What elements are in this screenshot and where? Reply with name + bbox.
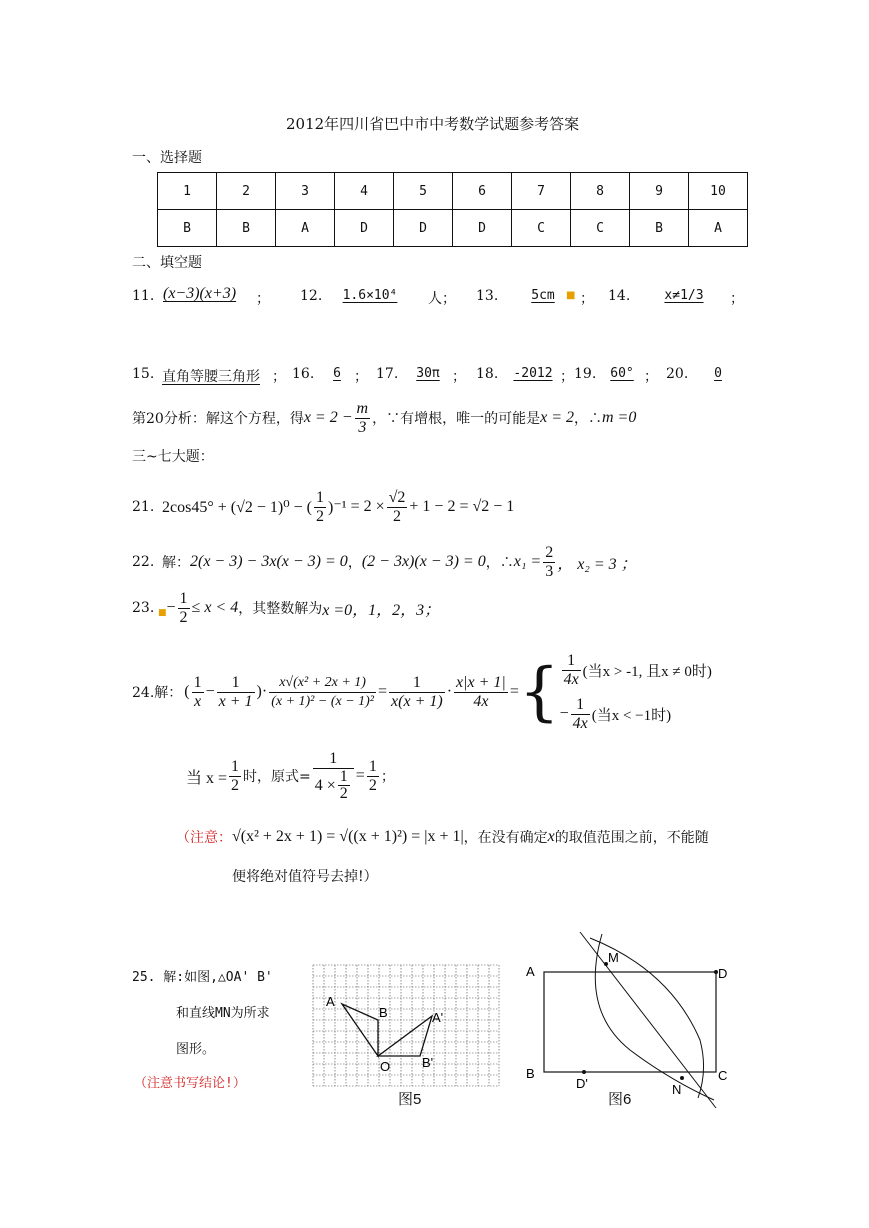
fraction-denominator [313, 769, 354, 802]
q16-answer: 6 [333, 366, 341, 381]
q12-end: 人； [428, 291, 456, 307]
fraction-numerator: 1 [193, 673, 202, 691]
q15-end: ； [272, 369, 286, 385]
q22-label: 解： [162, 555, 190, 571]
q24-eq2: = [509, 683, 519, 700]
fraction-denominator: 2 [231, 776, 240, 794]
fraction-1-over-4x [571, 696, 590, 733]
q17-answer: 30π [416, 366, 440, 381]
q12-number: 12. [300, 288, 323, 304]
fraction-denominator: 3 [358, 418, 367, 436]
q11-answer: (x−3)(x+3) [163, 285, 237, 302]
case-2-sign: − [559, 705, 569, 722]
answer-table [157, 172, 748, 247]
q24-dot1: )· [256, 683, 268, 700]
table-cell: D [453, 210, 512, 247]
q20-number: 20. [666, 366, 689, 382]
fraction-denominator: 4x [572, 714, 588, 732]
q19-end: ； [644, 369, 658, 385]
fraction-numerator: 1 [315, 488, 324, 506]
page-title: 2012年四川省巴中市中考数学试题参考答案 [286, 115, 580, 133]
q19-answer: 60° [610, 366, 634, 381]
fraction-m-over-3 [355, 400, 371, 437]
fraction-numerator: √2 [388, 488, 406, 506]
table-cell: 3 [276, 173, 335, 210]
label-m: M [608, 950, 619, 965]
table-cell: 2 [217, 173, 276, 210]
fraction-1-over-xxplus1 [389, 674, 445, 711]
q16-end: ； [354, 369, 368, 385]
fraction-numerator: 2 [545, 543, 554, 561]
fraction-denominator: 4x [563, 670, 579, 688]
fraction-numerator: 1 [562, 652, 581, 671]
table-cell: 1 [158, 173, 217, 210]
fraction-numerator: 1 [368, 757, 377, 775]
table-row-answers [158, 210, 748, 247]
point-d-prime [582, 1070, 586, 1074]
point-n [680, 1076, 684, 1080]
fraction-denominator: 2 [315, 507, 324, 525]
q17-number: 17. [376, 366, 399, 382]
q13-number: 13. [476, 288, 499, 304]
fraction-two-thirds [543, 544, 555, 581]
q14-number: 14. [608, 288, 631, 304]
table-cell: C [512, 210, 571, 247]
table-cell: 6 [453, 173, 512, 210]
label-b: B [526, 1066, 535, 1081]
q24-minus: − [205, 683, 215, 700]
note-x: x [547, 828, 555, 845]
fraction-denominator: 2 [179, 608, 188, 626]
fraction-1-over-xplus1 [217, 674, 255, 711]
rectangle-abcd [544, 972, 716, 1072]
fraction-numerator: m [356, 399, 369, 417]
table-cell: A [276, 210, 335, 247]
denominator-four: 4 × [314, 776, 336, 794]
q12-answer: 1.6×10⁴ [342, 288, 398, 303]
section-choice-heading: 一、选择题 [132, 150, 202, 166]
label-a: A [326, 994, 335, 1009]
analysis-text-b: ，∵有增根，唯一的可能是 [372, 411, 541, 427]
fraction-numerator: 1 [231, 757, 240, 775]
figure-5 [312, 964, 500, 1088]
fraction-denominator: 4x [473, 692, 489, 710]
q11-number: 11. [132, 288, 155, 304]
q23-solution: x =0，1，2，3； [322, 601, 441, 619]
figure-5-caption: 图5 [398, 1091, 422, 1108]
q21 [132, 484, 514, 530]
q24-expression [132, 648, 712, 736]
label-b: B [379, 1005, 388, 1020]
section-big-heading: 三~七大题： [132, 449, 214, 465]
note-line-1 [176, 822, 709, 852]
q22-therefore: ，∴ [485, 555, 514, 571]
q24-eq: = [378, 683, 388, 700]
q23-inequality: ≤ x < 4 [191, 599, 239, 616]
figure-6 [520, 930, 752, 1110]
q18-answer: -2012 [513, 366, 553, 381]
fraction-abs-over-4x [454, 674, 508, 711]
fraction-numerator: 1 [217, 674, 255, 693]
q20-answer: 0 [714, 366, 722, 381]
fraction-one-half [314, 489, 326, 526]
fraction-denominator: x [194, 692, 202, 710]
fraction-one-half [229, 758, 241, 795]
table-cell: C [571, 210, 630, 247]
table-cell: B [630, 210, 689, 247]
analysis-text-a: 第20分析：解这个方程，得 [132, 411, 304, 427]
fraction-numerator: 1 [389, 674, 445, 693]
orange-dot-icon: ■ [158, 608, 167, 618]
q22-eq1: 2(x − 3) − 3x(x − 3) = 0 [190, 553, 348, 570]
q21-eq1: = 2 × [350, 498, 385, 515]
table-cell: 8 [571, 173, 630, 210]
q11-end: ； [256, 291, 270, 307]
q23-number: 23. [132, 600, 155, 616]
q25-line-2: 和直线MN为所求 [176, 1006, 270, 1021]
table-row-numbers [158, 173, 748, 210]
table-cell: 9 [630, 173, 689, 210]
q18-end: ； [560, 369, 574, 385]
fraction-numerator: 1 [571, 696, 590, 715]
fraction-denominator: 2 [368, 776, 377, 794]
fraction-1-over-4x [562, 652, 581, 689]
table-cell: 4 [335, 173, 394, 210]
fraction-value [313, 750, 354, 802]
analysis-m0: m =0 [602, 409, 637, 426]
left-brace-icon: { [518, 655, 560, 729]
label-d-prime: D' [576, 1076, 588, 1091]
fraction-denominator: 2 [339, 785, 348, 802]
analysis-20 [132, 396, 636, 440]
q19-number: 19. [574, 366, 597, 382]
q24-paren-open: ( [184, 683, 190, 700]
table-cell: D [335, 210, 394, 247]
fraction-root2-over-2 [387, 489, 408, 526]
fraction-denominator: 3 [545, 562, 554, 580]
q23 [132, 586, 440, 630]
fraction-1-over-x [192, 674, 204, 711]
table-cell: A [689, 210, 748, 247]
fraction-one-half [178, 590, 190, 627]
case-2-condition: (当x < −1时) [591, 707, 672, 724]
note-text: ，在没有确定 [463, 830, 548, 846]
case-2 [560, 692, 712, 736]
q16-number: 16. [292, 366, 315, 382]
q24-when2: 时，原式= [243, 769, 311, 785]
fraction-one-half [338, 769, 350, 802]
analysis-text-c: ，∴ [574, 411, 602, 427]
triangle-oab [342, 1004, 378, 1056]
q22-number: 22. [132, 554, 155, 570]
table-cell: 5 [394, 173, 453, 210]
triangle-oa2b2 [378, 1016, 432, 1056]
orange-dot-icon: ■ [566, 290, 576, 301]
q21-number: 21. [132, 499, 155, 515]
q25-line-1: 25. 解:如图,△OA' B' [132, 970, 273, 985]
fraction-numerator: 1 [179, 589, 188, 607]
q24-evaluation [186, 744, 395, 808]
case-1-condition: (当x > -1, 且x ≠ 0时) [582, 663, 712, 680]
fraction-numerator: 1 [339, 768, 348, 785]
fraction-big [269, 674, 376, 711]
piecewise-cases [560, 648, 712, 736]
note-expression: √(x² + 2x + 1) = √((x + 1)²) = |x + 1| [232, 828, 464, 845]
table-cell: D [394, 210, 453, 247]
figure-6-caption: 图6 [608, 1091, 632, 1108]
q23-text: ，其整数解为 [238, 601, 323, 617]
q24-result-end: ； [380, 769, 395, 785]
fraction-numerator: 1 [313, 750, 354, 769]
q25-line-3: 图形。 [176, 1042, 216, 1057]
q25-note: （注意书写结论!） [134, 1076, 246, 1091]
q13-answer: 5cm [531, 288, 555, 303]
label-a-prime: A' [432, 1010, 444, 1025]
q15-number: 15. [132, 366, 155, 382]
note-line-2: 便将绝对值符号去掉!） [232, 869, 378, 885]
case-1 [560, 648, 712, 692]
fraction-denominator: x + 1 [218, 692, 253, 710]
q22-x1: x₁ = [513, 553, 542, 570]
q24-number: 24.解： [132, 685, 183, 701]
q24-value-eq: = [355, 767, 365, 784]
fraction-denominator: x(x + 1) [391, 692, 443, 710]
analysis-x-eq: x = 2 − [303, 409, 353, 426]
table-cell: B [158, 210, 217, 247]
q22 [132, 540, 637, 584]
fraction-numerator: x|x + 1| [456, 673, 506, 691]
fraction-result [367, 758, 379, 795]
q22-sep: ， [347, 555, 362, 571]
line-mn [580, 932, 716, 1108]
q21-exp: )⁻¹ [327, 499, 347, 516]
q22-x2: ， x₂ = 3 ； [557, 555, 637, 573]
fraction-denominator: 2 [393, 507, 401, 525]
dotted-grid [313, 965, 499, 1086]
table-cell: 7 [512, 173, 571, 210]
label-c: C [718, 1068, 728, 1083]
fraction-denominator: (x + 1)² − (x − 1)² [271, 693, 374, 709]
table-cell: B [217, 210, 276, 247]
q14-end: ； [730, 291, 744, 307]
note-label: （注意： [176, 830, 232, 846]
q22-eq2: (2 − 3x)(x − 3) = 0 [361, 553, 486, 570]
analysis-x2: x = 2 [540, 409, 574, 426]
q17-end: ； [452, 369, 466, 385]
fraction-numerator: x√(x² + 2x + 1) [269, 674, 376, 693]
q14-answer: x≠1/3 [664, 288, 704, 303]
table-cell: 10 [689, 173, 748, 210]
label-d: D [718, 966, 728, 981]
q21-lhs: 2cos45° + (√2 − 1)⁰ − ( [162, 499, 312, 516]
section-fill-heading: 二、填空题 [132, 255, 202, 271]
q15-answer: 直角等腰三角形 [162, 369, 260, 385]
q13-end: ； [580, 291, 594, 307]
q24-dot2: · [446, 683, 453, 700]
q18-number: 18. [476, 366, 499, 382]
q24-when: 当 x = [186, 769, 228, 787]
label-b-prime: B' [422, 1055, 434, 1070]
label-a: A [526, 964, 535, 979]
q21-rest: + 1 − 2 = √2 − 1 [409, 498, 515, 515]
note-text2: 的取值范围之前，不能随 [554, 830, 709, 846]
q23-minus: − [166, 599, 176, 616]
label-o: O [380, 1059, 391, 1074]
label-n: N [672, 1082, 682, 1097]
